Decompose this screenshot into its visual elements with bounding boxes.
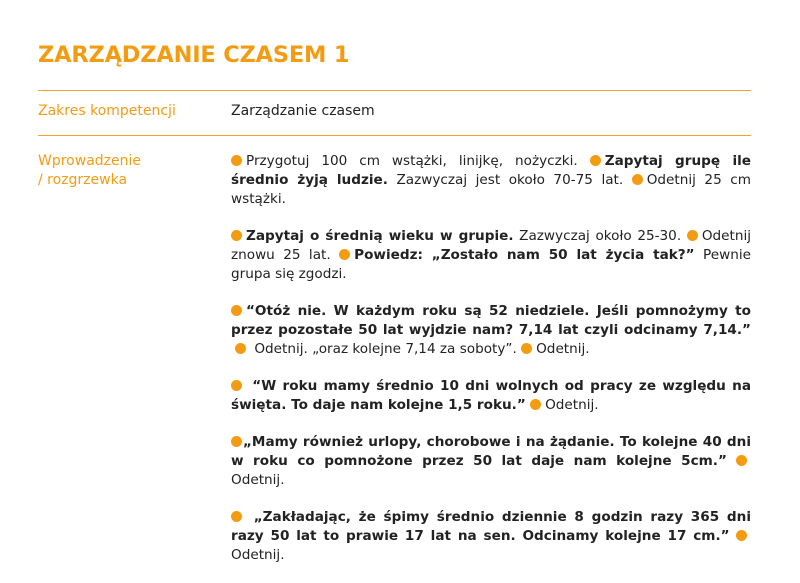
segment-text: Zazwyczaj około 25-30.: [513, 228, 687, 244]
segment-bold-text: Powiedz: „Zostało nam 50 lat życia tak?”: [354, 247, 695, 263]
orange-circle-bullet-icon: [231, 511, 242, 522]
instruction-paragraph-5: [231, 433, 751, 490]
competence-label: Zakres kompetencji: [38, 103, 176, 119]
segment-text: Odetnij 25 cm wstążki.: [231, 172, 751, 207]
competence-value: Zarządzanie czasem: [231, 103, 375, 119]
segment-text: Odetnij.: [545, 397, 599, 413]
orange-circle-bullet-icon: [632, 174, 643, 185]
orange-circle-bullet-icon: [339, 249, 350, 260]
segment-bold-text: „Zakładając, że śpimy średnio dziennie 8 godzin razy 365 dni razy 50 lat to prawie 17 lat na sen. Odcinamy kolejne 17 cm.”: [231, 509, 751, 544]
instruction-paragraph-3: [231, 302, 751, 359]
orange-circle-bullet-icon: [530, 399, 541, 410]
segment-text: Zazwyczaj jest około 70-75 lat.: [387, 172, 632, 188]
segment-text: Pewnie grupa się zgodzi.: [231, 247, 751, 282]
orange-circle-bullet-icon: [590, 155, 601, 166]
segment-text: [727, 453, 736, 469]
orange-circle-bullet-icon: [687, 230, 698, 241]
intro-label-line1: Wprowadzenie: [38, 153, 141, 169]
segment-text: Przygotuj 100 cm wstążki, linijkę, nożyczki.: [246, 153, 590, 169]
segment-text: Odetnij znowu 25 lat.: [231, 228, 752, 263]
instruction-paragraph-2: [231, 227, 751, 284]
segment-bold-text: Zapytaj o średnią wieku w grupie.: [246, 228, 514, 244]
segment-text: [730, 528, 736, 544]
segment-text: Odetnij.: [231, 472, 285, 488]
orange-circle-bullet-icon: [231, 230, 242, 241]
orange-circle-bullet-icon: [235, 343, 246, 354]
instruction-paragraph-4: [231, 377, 751, 415]
divider-top: [38, 90, 751, 91]
segment-text: Odetnij.: [231, 547, 285, 563]
segment-bold-text: „Mamy również urlopy, chorobowe i na żądanie. To kolejne 40 dni w roku co pomnożone przez 50 lat daje nam kolejne 5cm.”: [231, 434, 751, 469]
orange-circle-bullet-icon: [736, 530, 747, 541]
orange-circle-bullet-icon: [231, 305, 242, 316]
intro-label: [38, 152, 198, 190]
orange-circle-bullet-icon: [521, 343, 532, 354]
segment-bold-text: “W roku mamy średnio 10 dni wolnych od pracy ze względu na święta. To daje nam kolejne 1,5 roku.”: [231, 378, 751, 413]
page-title: ZARZĄDZANIE CZASEM 1: [38, 42, 350, 68]
orange-circle-bullet-icon: [736, 455, 747, 466]
orange-circle-bullet-icon: [231, 155, 242, 166]
divider-middle: [38, 135, 751, 136]
orange-circle-bullet-icon: [231, 436, 242, 447]
instruction-paragraph-1: [231, 152, 751, 209]
segment-bold-text: Zapytaj grupę ile średnio żyją ludzie.: [231, 153, 751, 188]
segment-text: Odetnij. „oraz kolejne 7,14 za soboty”.: [250, 341, 522, 357]
segment-text: Odetnij.: [536, 341, 590, 357]
orange-circle-bullet-icon: [231, 380, 242, 391]
segment-bold-text: “Otóż nie. W każdym roku są 52 niedziele. Jeśli pomnożymy to przez pozostałe 50 lat wyjdzie nam? 7,14 lat czyli odcinamy 7,14.”: [231, 303, 751, 338]
instructions-content: [231, 152, 751, 583]
intro-label-line2: / rozgrzewka: [38, 172, 128, 188]
instruction-paragraph-6: [231, 508, 751, 565]
